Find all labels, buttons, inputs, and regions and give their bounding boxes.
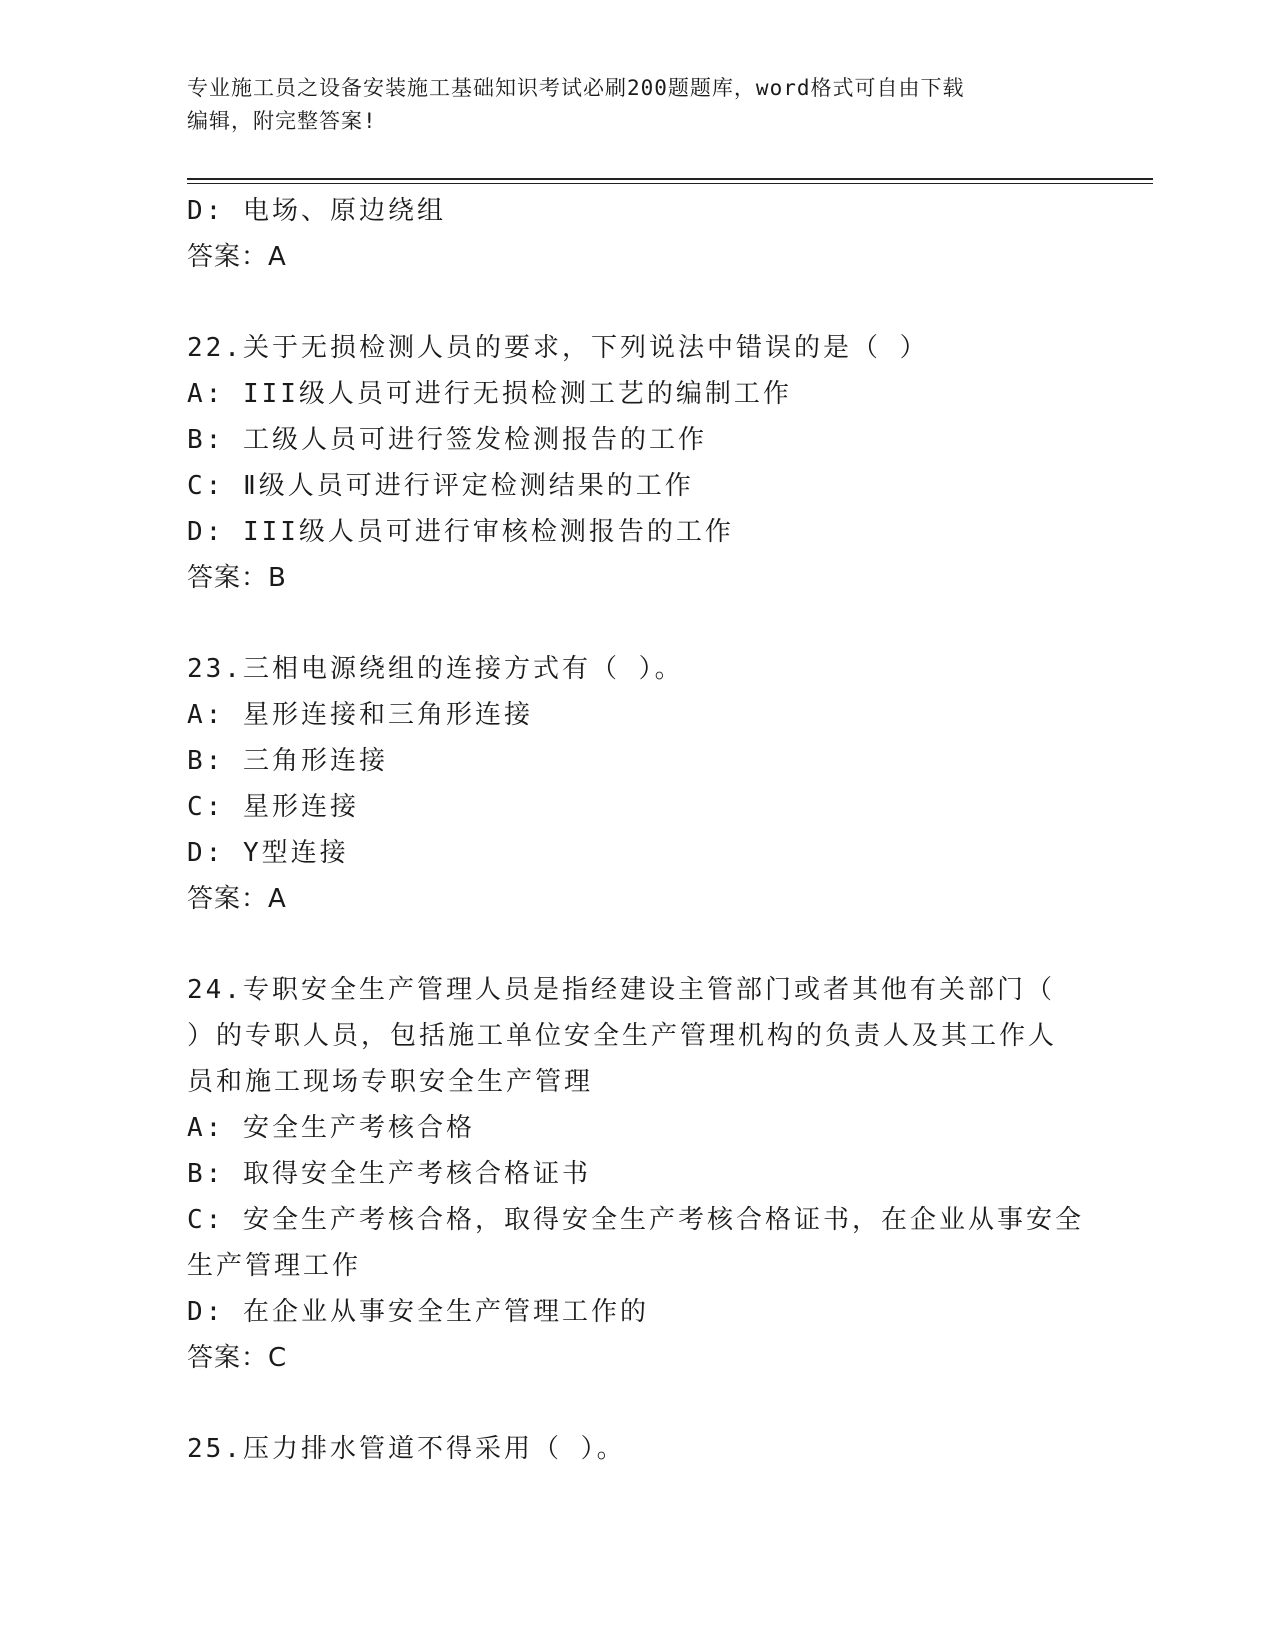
option-d: D: 在企业从事安全生产管理工作的 bbox=[187, 1297, 649, 1327]
option-a: A: III级人员可进行无损检测工艺的编制工作 bbox=[187, 379, 792, 409]
question-23 bbox=[187, 646, 1087, 922]
question-stem-line-2: ）的专职人员，包括施工单位安全生产管理机构的负责人及其工作人 bbox=[187, 1021, 1058, 1051]
question-stem: 22.关于无损检测人员的要求，下列说法中错误的是（ ） bbox=[187, 333, 929, 363]
question-22 bbox=[187, 325, 1087, 601]
header-divider-thick bbox=[187, 178, 1153, 180]
option-c-line-1: C: 安全生产考核合格，取得安全生产考核合格证书，在企业从事安全 bbox=[187, 1205, 1084, 1235]
option-d: D: Y型连接 bbox=[187, 838, 349, 868]
question-21-tail bbox=[187, 188, 1087, 280]
option-b: B: 工级人员可进行签发检测报告的工作 bbox=[187, 425, 707, 455]
answer: 答案：A bbox=[187, 242, 287, 272]
question-stem: 25.压力排水管道不得采用（ ）。 bbox=[187, 1434, 626, 1464]
option-c-line-2: 生产管理工作 bbox=[187, 1251, 362, 1281]
option-b: B: 取得安全生产考核合格证书 bbox=[187, 1159, 591, 1189]
option-c: C: 星形连接 bbox=[187, 792, 359, 822]
document-header bbox=[187, 72, 1067, 138]
option-a: A: 安全生产考核合格 bbox=[187, 1113, 475, 1143]
option-a: A: 星形连接和三角形连接 bbox=[187, 700, 533, 730]
option-d: D: 电场、原边绕组 bbox=[187, 196, 446, 226]
answer: 答案：C bbox=[187, 1343, 288, 1373]
answer: 答案：B bbox=[187, 563, 287, 593]
option-b: B: 三角形连接 bbox=[187, 746, 388, 776]
answer: 答案：A bbox=[187, 884, 287, 914]
option-d: D: III级人员可进行审核检测报告的工作 bbox=[187, 517, 734, 547]
header-line-1: 专业施工员之设备安装施工基础知识考试必刷200题题库，word格式可自由下载 bbox=[187, 76, 965, 100]
question-24 bbox=[187, 967, 1087, 1381]
option-c: C: Ⅱ级人员可进行评定检测结果的工作 bbox=[187, 471, 694, 501]
question-25 bbox=[187, 1426, 1087, 1472]
question-stem-line-3: 员和施工现场专职安全生产管理 bbox=[187, 1067, 594, 1097]
question-stem: 23.三相电源绕组的连接方式有（ ）。 bbox=[187, 654, 684, 684]
header-line-2: 编辑，附完整答案! bbox=[187, 109, 377, 133]
header-divider-thin bbox=[187, 183, 1153, 184]
question-stem-line-1: 24.专职安全生产管理人员是指经建设主管部门或者其他有关部门（ bbox=[187, 975, 1055, 1005]
question-list bbox=[187, 188, 1087, 1472]
